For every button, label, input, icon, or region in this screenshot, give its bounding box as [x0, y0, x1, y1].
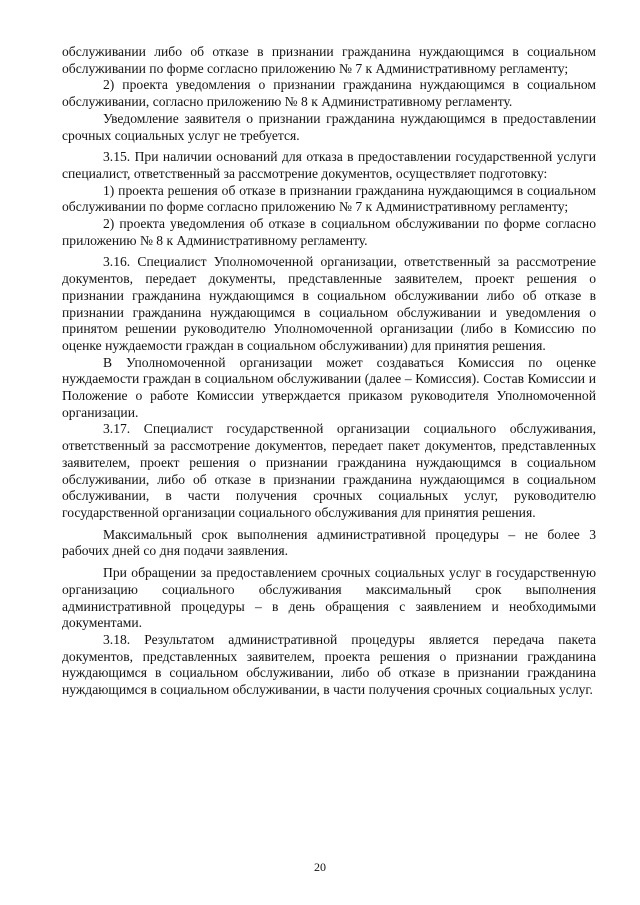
paragraph-3-15: 3.15. При наличии оснований для отказа в предоставлении государственной услуги специалист, ответственный за рассмотрение документов, осуществляет подготовку: [62, 149, 596, 181]
paragraph-item-2-refusal-notice: 2) проекта уведомления об отказе в социальном обслуживании по форме согласно приложению № 8 к Административному регламенту. [62, 216, 596, 248]
document-page [62, 44, 596, 699]
paragraph-item-1-refusal-decision: 1) проекта решения об отказе в признании гражданина нуждающимся в социальном обслуживании по форме согласно приложению № 7 к Административному регламенту; [62, 182, 596, 215]
paragraph-urgent-services: При обращении за предоставлением срочных социальных услуг в государственную организацию социального обслуживания максимальный срок выполнения административной процедуры – в день обращения с заявлением и необходимыми документами. [62, 565, 596, 631]
paragraph-notice-not-required: Уведомление заявителя о признании гражданина нуждающимся в предоставлении срочных социальных услуг не требуется. [62, 110, 596, 143]
paragraph-3-17: 3.17. Специалист государственной организации социального обслуживания, ответственный за рассмотрение документов, передает пакет документов, представленных заявителем, проект решения о признании гражданина нуждающимся в социальном обслуживании, либо об отказе в признании гражданина нуждающимся в социальном обслуживании, в части получения срочных социальных услуг, руководителю государственной организации социального обслуживания для принятия решения. [62, 421, 596, 520]
paragraph-item-2-notice-recognition: 2) проекта уведомления о признании гражданина нуждающимся в социальном обслуживании, согласно приложению № 8 к Административному регламенту. [62, 77, 596, 110]
paragraph-3-16: 3.16. Специалист Уполномоченной организации, ответственный за рассмотрение документов, передает документы, представленные заявителем, проект решения о признании гражданина нуждающимся в социальном обслуживании либо об отказе в признании гражданина нуждающимся в социальном обслуживании и уведомления о принятом решении руководителю Уполномоченной организации (либо в Комиссию по оценке нуждаемости граждан в социальном обслуживании) для принятия решения. [62, 254, 596, 353]
paragraph-3-18: 3.18. Результатом административной процедуры является передача пакета документов, представленных заявителем, проекта решения о признании гражданина нуждающимся в социальном обслуживании, либо об отказе в признании гражданина нуждающимся в социальном обслуживании, в части получения срочных социальных услуг. [62, 631, 596, 698]
paragraph-continuation: обслуживании либо об отказе в признании гражданина нуждающимся в социальном обслуживании по форме согласно приложению № 7 к Административному регламенту; [62, 44, 596, 76]
paragraph-commission: В Уполномоченной организации может создаваться Комиссия по оценке нуждаемости граждан в социальном обслуживании (далее – Комиссия). Состав Комиссии и Положение о работе Комиссии утверждается приказом руководителя Уполномоченной организации. [62, 354, 596, 420]
page-number: 20 [314, 860, 326, 874]
paragraph-max-term: Максимальный срок выполнения административной процедуры – не более 3 рабочих дней со дня подачи заявления. [62, 526, 596, 559]
